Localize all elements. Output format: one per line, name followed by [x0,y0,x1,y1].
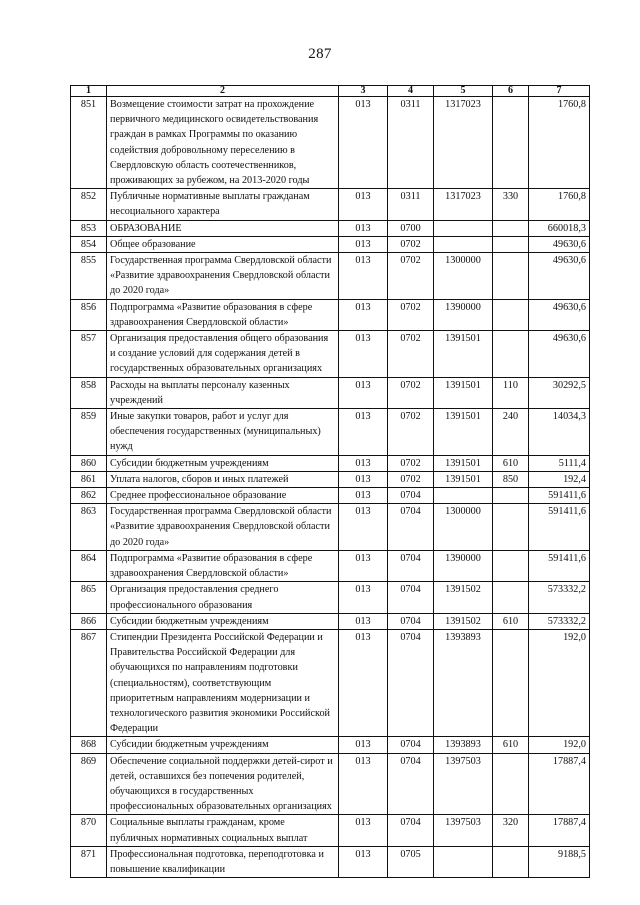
row-ministry-code: 013 [339,220,388,236]
table-row [71,737,590,753]
row-number: 852 [71,189,107,220]
row-amount: 573332,2 [529,613,590,629]
row-ministry-code: 013 [339,189,388,220]
row-ministry-code: 013 [339,97,388,189]
table-row [71,97,590,189]
row-name: Профессиональная подготовка, переподготовка и повышение квалификации [107,846,339,877]
row-name: Среднее профессиональное образование [107,488,339,504]
table-row [71,613,590,629]
row-name: ОБРАЗОВАНИЕ [107,220,339,236]
header-col-7: 7 [529,86,590,97]
row-ministry-code: 013 [339,331,388,378]
row-number: 855 [71,253,107,300]
row-expense-type [493,846,529,877]
row-number: 869 [71,753,107,815]
row-amount: 17887,4 [529,815,590,846]
row-number: 864 [71,550,107,581]
row-amount: 5111,4 [529,455,590,471]
row-ministry-code: 013 [339,236,388,252]
row-target-code: 1397503 [434,815,493,846]
row-ministry-code: 013 [339,504,388,551]
row-name: Государственная программа Свердловской области «Развитие здравоохранения Свердловской области до 2020 года» [107,504,339,551]
row-expense-type: 330 [493,189,529,220]
row-number: 851 [71,97,107,189]
row-number: 858 [71,377,107,408]
row-name: Иные закупки товаров, работ и услуг для обеспечения государственных (муниципальных) нужд [107,409,339,456]
row-expense-type: 610 [493,455,529,471]
row-target-code: 1391502 [434,582,493,613]
table-row [71,236,590,252]
row-section-code: 0702 [388,299,434,330]
row-name: Государственная программа Свердловской области «Развитие здравоохранения Свердловской области до 2020 года» [107,253,339,300]
row-expense-type [493,299,529,330]
row-amount: 192,4 [529,471,590,487]
row-number: 871 [71,846,107,877]
table-row [71,331,590,378]
table-row [71,471,590,487]
row-amount: 1760,8 [529,97,590,189]
row-number: 854 [71,236,107,252]
table-row [71,629,590,736]
row-ministry-code: 013 [339,629,388,736]
row-section-code: 0702 [388,331,434,378]
row-target-code: 1391501 [434,471,493,487]
row-amount: 591411,6 [529,504,590,551]
row-target-code: 1391502 [434,613,493,629]
row-amount: 591411,6 [529,550,590,581]
table-row [71,253,590,300]
row-amount: 591411,6 [529,488,590,504]
row-name: Обеспечение социальной поддержки детей-сирот и детей, оставшихся без попечения родителей, обучающихся в государственных профессиональных образовательных организациях [107,753,339,815]
row-number: 859 [71,409,107,456]
row-expense-type [493,97,529,189]
row-section-code: 0704 [388,582,434,613]
row-number: 870 [71,815,107,846]
header-col-5: 5 [434,86,493,97]
row-expense-type: 610 [493,737,529,753]
budget-table [70,85,590,878]
row-expense-type [493,236,529,252]
row-target-code [434,220,493,236]
table-row [71,550,590,581]
row-amount: 30292,5 [529,377,590,408]
row-ministry-code: 013 [339,299,388,330]
row-expense-type: 110 [493,377,529,408]
row-target-code: 1393893 [434,737,493,753]
row-amount: 49630,6 [529,299,590,330]
row-section-code: 0702 [388,471,434,487]
row-target-code: 1390000 [434,299,493,330]
row-amount: 192,0 [529,737,590,753]
row-section-code: 0311 [388,97,434,189]
row-expense-type [493,488,529,504]
row-expense-type: 240 [493,409,529,456]
row-ministry-code: 013 [339,488,388,504]
header-col-6: 6 [493,86,529,97]
row-number: 867 [71,629,107,736]
row-amount: 49630,6 [529,253,590,300]
row-ministry-code: 013 [339,753,388,815]
row-expense-type [493,629,529,736]
header-col-4: 4 [388,86,434,97]
row-section-code: 0704 [388,815,434,846]
row-section-code: 0704 [388,613,434,629]
row-ministry-code: 013 [339,550,388,581]
row-target-code: 1391501 [434,377,493,408]
row-target-code: 1300000 [434,253,493,300]
row-name: Субсидии бюджетным учреждениям [107,455,339,471]
row-target-code: 1300000 [434,504,493,551]
row-amount: 9188,5 [529,846,590,877]
row-target-code: 1317023 [434,97,493,189]
table-row [71,299,590,330]
header-col-1: 1 [71,86,107,97]
row-number: 857 [71,331,107,378]
row-section-code: 0704 [388,753,434,815]
row-amount: 49630,6 [529,236,590,252]
row-section-code: 0702 [388,253,434,300]
row-number: 865 [71,582,107,613]
row-amount: 1760,8 [529,189,590,220]
row-section-code: 0704 [388,629,434,736]
table-row [71,189,590,220]
row-ministry-code: 013 [339,737,388,753]
row-target-code: 1317023 [434,189,493,220]
row-name: Подпрограмма «Развитие образования в сфере здравоохранения Свердловской области» [107,550,339,581]
table-row [71,488,590,504]
row-ministry-code: 013 [339,377,388,408]
row-section-code: 0702 [388,377,434,408]
row-number: 866 [71,613,107,629]
row-number: 853 [71,220,107,236]
row-expense-type [493,253,529,300]
row-section-code: 0704 [388,737,434,753]
row-number: 861 [71,471,107,487]
table-row [71,815,590,846]
row-expense-type [493,582,529,613]
table-row [71,753,590,815]
page-number: 287 [308,46,332,62]
row-ministry-code: 013 [339,846,388,877]
row-expense-type: 610 [493,613,529,629]
row-amount: 192,0 [529,629,590,736]
table-row [71,377,590,408]
header-col-2: 2 [107,86,339,97]
row-section-code: 0705 [388,846,434,877]
row-name: Организация предоставления общего образования и создание условий для содержания детей в государственных образовательных организациях [107,331,339,378]
row-name: Организация предоставления среднего профессионального образования [107,582,339,613]
row-ministry-code: 013 [339,815,388,846]
row-section-code: 0700 [388,220,434,236]
row-name: Общее образование [107,236,339,252]
row-target-code [434,236,493,252]
row-name: Стипендии Президента Российской Федерации и Правительства Российской Федерации для обучающихся по направлениям подготовки (специальностям), соответствующим приоритетным направлениям модернизации и технологического развития экономики Российской Федерации [107,629,339,736]
table-row [71,220,590,236]
row-target-code: 1391501 [434,331,493,378]
row-expense-type [493,753,529,815]
table-row [71,846,590,877]
row-ministry-code: 013 [339,613,388,629]
row-name: Расходы на выплаты персоналу казенных учреждений [107,377,339,408]
row-target-code: 1390000 [434,550,493,581]
row-target-code [434,846,493,877]
row-expense-type [493,331,529,378]
row-target-code: 1391501 [434,409,493,456]
row-number: 863 [71,504,107,551]
table-row [71,582,590,613]
row-target-code [434,488,493,504]
row-name: Уплата налогов, сборов и иных платежей [107,471,339,487]
row-target-code: 1393893 [434,629,493,736]
row-target-code: 1391501 [434,455,493,471]
header-col-3: 3 [339,86,388,97]
row-section-code: 0702 [388,455,434,471]
row-section-code: 0702 [388,236,434,252]
table-row [71,504,590,551]
row-name: Субсидии бюджетным учреждениям [107,737,339,753]
row-number: 868 [71,737,107,753]
row-name: Субсидии бюджетным учреждениям [107,613,339,629]
row-ministry-code: 013 [339,582,388,613]
row-section-code: 0704 [388,550,434,581]
table-row [71,409,590,456]
row-amount: 660018,3 [529,220,590,236]
row-amount: 14034,3 [529,409,590,456]
row-expense-type [493,550,529,581]
row-expense-type: 850 [493,471,529,487]
row-number: 860 [71,455,107,471]
row-section-code: 0702 [388,409,434,456]
row-expense-type [493,504,529,551]
row-ministry-code: 013 [339,409,388,456]
row-ministry-code: 013 [339,253,388,300]
row-name: Социальные выплаты гражданам, кроме публичных нормативных социальных выплат [107,815,339,846]
row-ministry-code: 013 [339,455,388,471]
table-body [71,97,590,878]
row-expense-type [493,220,529,236]
row-number: 856 [71,299,107,330]
row-expense-type: 320 [493,815,529,846]
row-amount: 573332,2 [529,582,590,613]
row-section-code: 0704 [388,504,434,551]
row-target-code: 1397503 [434,753,493,815]
row-amount: 17887,4 [529,753,590,815]
row-section-code: 0311 [388,189,434,220]
table-row [71,455,590,471]
row-name: Подпрограмма «Развитие образования в сфере здравоохранения Свердловской области» [107,299,339,330]
table-header-row [71,86,590,97]
row-number: 862 [71,488,107,504]
row-amount: 49630,6 [529,331,590,378]
row-name: Публичные нормативные выплаты гражданам несоциального характера [107,189,339,220]
row-ministry-code: 013 [339,471,388,487]
row-name: Возмещение стоимости затрат на прохождение первичного медицинского освидетельствования граждан в рамках Программы по оказанию содействия добровольному переселению в Свердловскую область соотечественников, проживающих за рубежом, на 2013-2020 годы [107,97,339,189]
row-section-code: 0704 [388,488,434,504]
